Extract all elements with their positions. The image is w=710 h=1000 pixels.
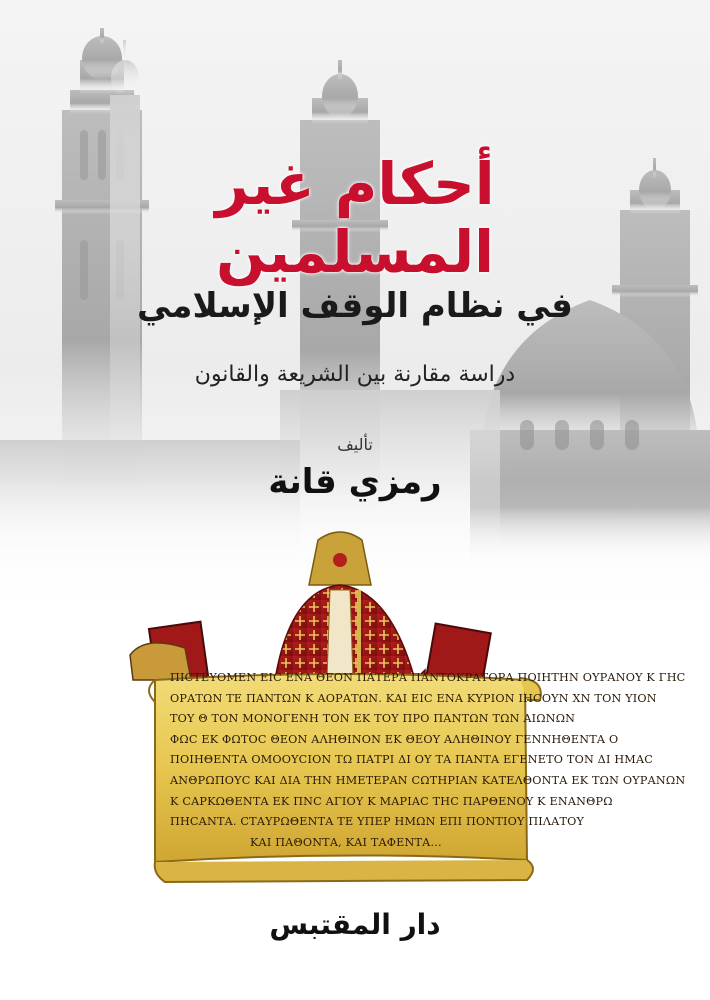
scroll-line: ΑΝΘΡΩΠΟΥC ΚΑΙ ΔΙΑ ΤΗΝ ΗΜΕΤΕΡΑΝ CΩΤΗΡΙΑΝ ΚΑΤΕΛΘΟΝΤΑ ΕΚ ΤΩΝ ΟΥΡΑΝΩΝ	[170, 773, 686, 787]
publisher-logo: دار المقتبس	[269, 908, 441, 941]
scroll-line: ΤΟΥ Θ ΤΟΝ ΜΟΝΟΓΕΝΗ ΤΟΝ ΕΚ ΤΟΥ ΠΡΟ ΠΑΝΤΩΝ ΤΩΝ ΑΙΩΝΩΝ	[170, 712, 576, 726]
author-name: رمزي قانة	[268, 462, 442, 502]
scroll-greek-text	[170, 668, 686, 853]
scroll-line: Κ CΑΡΚΩΘΕΝΤΑ ΕΚ ΠΝC ΑΓΙΟΥ Κ ΜΑΡΙΑC ΤΗC ΠΑΡΘΕΝΟΥ Κ ΕΝΑΝΘΡΩ	[170, 794, 613, 808]
book-description: دراسة مقارنة بين الشريعة والقانون	[194, 362, 516, 387]
scroll-line: ΠΗCΑΝΤΑ. CΤΑΥΡΩΘΕΝΤΑ ΤΕ ΥΠΕΡ ΗΜΩΝ ΕΠΙ ΠΟΝΤΙΟΥ ΠΙΛΑΤΟΥ	[170, 815, 585, 829]
scroll-line: ΠΙCΤΕΥΟΜΕΝ ΕΙC ΕΝΑ ΘΕΟΝ ΠΑΤΕΡΑ ΠΑΝΤΟΚΡΑΤΟΡΑ ΠΟΙΗΤΗΝ ΟΥΡΑΝΟΥ Κ ΓΗC	[170, 671, 686, 684]
book-subtitle: في نظام الوقف الإسلامي	[137, 286, 573, 326]
scroll-line: ΠΟΙΗΘΕΝΤΑ ΟΜΟΟΥCΙΟΝ ΤΩ ΠΑΤΡΙ ΔΙ ΟΥ ΤΑ ΠΑΝΤΑ ΕΓΕΝΕΤΟ ΤΟΝ ΔΙ ΗΜΑC	[170, 753, 653, 767]
book-title: أحكام غير المسلمين	[215, 150, 495, 286]
scroll-line: ΟΡΑΤΩΝ ΤΕ ΠΑΝΤΩΝ Κ ΑΟΡΑΤΩΝ. ΚΑΙ ΕΙC ΕΝΑ ΚΥΡΙΟΝ ΙΗCΟΥΝ ΧΝ ΤΟΝ ΥΙΟΝ	[170, 691, 657, 705]
scroll-line: ΚΑΙ ΠΑΘΟΝΤΑ, ΚΑΙ ΤΑΦΕΝΤΑ...	[250, 835, 442, 849]
scroll-line: ΦΩC ΕΚ ΦΩΤΟC ΘΕΟΝ ΑΛΗΘΙΝΟΝ ΕΚ ΘΕΟΥ ΑΛΗΘΙΝΟΥ ΓΕΝΝΗΘΕΝΤΑ Ο	[170, 732, 619, 746]
author-label: تأليف	[337, 435, 373, 454]
